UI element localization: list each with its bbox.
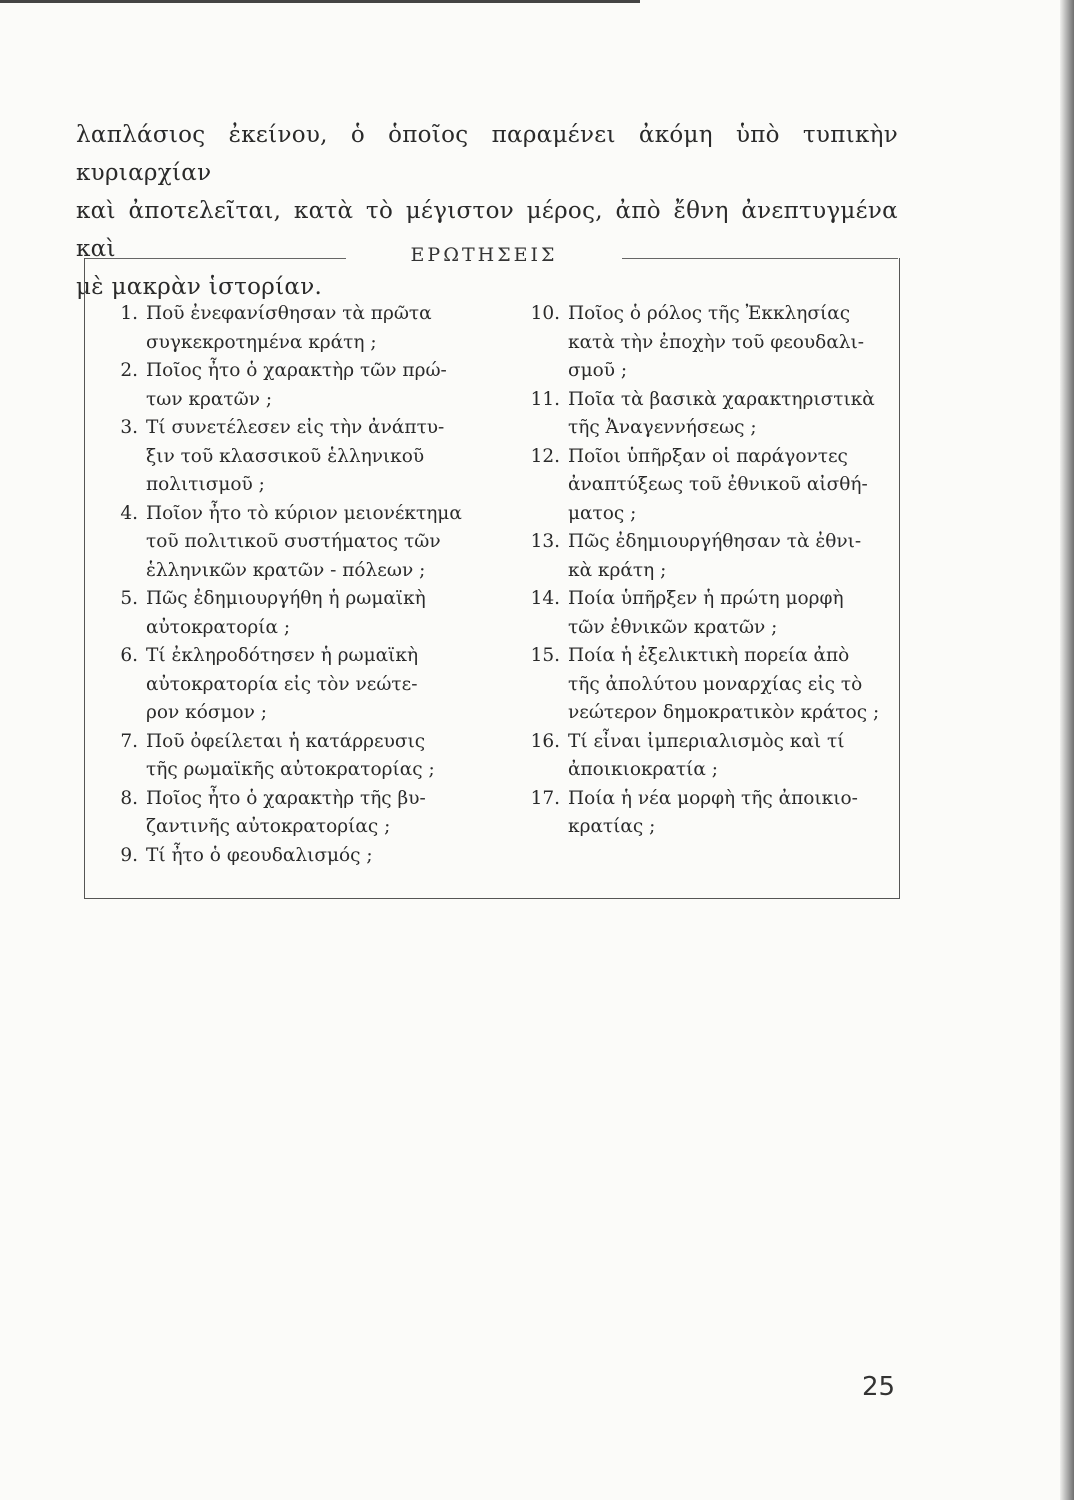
question-item <box>104 357 476 414</box>
question-number: 2. <box>120 360 138 381</box>
question-text <box>568 642 884 728</box>
question-number: 6. <box>120 645 138 666</box>
question-number: 11. <box>530 388 560 410</box>
question-number: 4. <box>120 502 138 524</box>
question-line: Ποῦ ἐνεφανίσθησαν τὰ πρῶτα <box>146 303 432 324</box>
question-text <box>568 443 884 529</box>
question-text <box>146 728 476 785</box>
questions-right-column <box>518 300 884 842</box>
question-item <box>518 386 884 443</box>
question-line: Τί εἶναι ἰμπεριαλισμὸς καὶ τί <box>568 730 845 752</box>
question-text <box>146 642 476 728</box>
question-line: ἑλληνικῶν κρατῶν - πόλεων ; <box>146 559 426 581</box>
question-line: Πῶς ἐδημιουργήθησαν τὰ ἐθνι- <box>568 531 862 552</box>
page-number: 25 <box>862 1372 896 1402</box>
question-line: Ποῖος ἦτο ὁ χαρακτὴρ τῶν πρώ- <box>146 360 447 381</box>
question-line: Ποῖοι ὑπῆρξαν οἱ παράγοντες <box>568 445 848 467</box>
question-item <box>104 414 476 500</box>
question-number: 7. <box>120 730 138 752</box>
question-item <box>518 443 884 529</box>
question-line: κατὰ τὴν ἐποχὴν τοῦ φεουδαλι- <box>568 331 865 353</box>
question-line: Ποία ἡ ἐξελικτικὴ πορεία ἀπὸ <box>568 645 850 666</box>
question-item <box>104 785 476 842</box>
question-item <box>104 728 476 785</box>
question-number: 3. <box>120 417 138 438</box>
question-item <box>104 642 476 728</box>
question-text <box>146 785 476 842</box>
intro-line: λαπλάσιος ἐκείνου, ὁ ὁποῖος παραμένει ἀκόμη ὑπὸ τυπικὴν κυριαρχίαν <box>76 122 898 186</box>
question-text <box>568 300 884 386</box>
question-line: Τί ἐκληροδότησεν ἡ ρωμαϊκὴ <box>146 645 419 666</box>
question-item <box>518 728 884 785</box>
question-line: πολιτισμοῦ ; <box>146 474 265 495</box>
intro-line: μὲ μακρὰν ἱστορίαν. <box>76 274 323 300</box>
question-line: τῆς Ἀναγεννήσεως ; <box>568 417 757 438</box>
question-line: τῶν ἐθνικῶν κρατῶν ; <box>568 616 778 638</box>
question-number: 5. <box>120 588 138 609</box>
question-number: 13. <box>530 531 560 552</box>
question-text <box>146 300 476 357</box>
question-line: Ποῖος ὁ ρόλος τῆς Ἐκκλησίας <box>568 303 851 324</box>
question-item <box>104 500 476 586</box>
question-number: 1. <box>120 303 138 324</box>
question-line: συγκεκροτημένα κράτη ; <box>146 331 377 353</box>
question-text <box>146 500 476 586</box>
question-line: Τί συνετέλεσεν εἰς τὴν ἀνάπτυ- <box>146 417 445 438</box>
question-line: αὐτοκρατορία ; <box>146 616 291 638</box>
question-text <box>568 528 884 585</box>
question-number: 9. <box>120 844 138 866</box>
question-item <box>104 585 476 642</box>
question-line: ἀποικιοκρατία ; <box>568 759 719 780</box>
questions-heading: ΕΡΩΤΗΣΕΙΣ <box>410 244 558 266</box>
question-item <box>518 528 884 585</box>
question-line: Ποῖα τὰ βασικὰ χαρακτηριστικὰ <box>568 388 875 410</box>
question-line: Ποία ὑπῆρξεν ἡ πρώτη μορφὴ <box>568 588 844 609</box>
question-line: Πῶς ἐδημιουργήθη ἡ ρωμαϊκὴ <box>146 588 426 609</box>
question-number: 15. <box>530 645 560 666</box>
question-line: Ποία ἡ νέα μορφὴ τῆς ἀποικιο- <box>568 787 858 809</box>
question-number: 14. <box>530 588 560 609</box>
question-line: νεώτερον δημοκρατικὸν κράτος ; <box>568 702 880 723</box>
question-number: 16. <box>530 730 560 752</box>
question-line: κὰ κράτη ; <box>568 559 667 581</box>
question-line: τῆς ἀπολύτου μοναρχίας εἰς τὸ <box>568 673 863 695</box>
question-item <box>518 300 884 386</box>
question-line: ρον κόσμον ; <box>146 702 267 723</box>
question-number: 17. <box>530 787 560 809</box>
question-text <box>568 386 884 443</box>
question-number: 8. <box>120 787 138 809</box>
question-line: τῆς ρωμαϊκῆς αὐτοκρατορίας ; <box>146 759 435 780</box>
question-text <box>568 585 884 642</box>
question-item <box>518 585 884 642</box>
question-line: Ποῦ ὀφείλεται ἡ κατάρρευσις <box>146 730 426 752</box>
question-text <box>146 842 476 871</box>
question-item <box>518 785 884 842</box>
question-item <box>518 642 884 728</box>
question-text <box>146 414 476 500</box>
questions-left-column <box>104 300 476 870</box>
question-line: ματος ; <box>568 502 637 524</box>
question-text <box>568 785 884 842</box>
question-line: τοῦ πολιτικοῦ συστήματος τῶν <box>146 531 441 552</box>
question-line: ἀναπτύξεως τοῦ ἐθνικοῦ αἰσθή- <box>568 474 868 495</box>
top-edge-rule <box>0 0 640 3</box>
question-line: Ποῖος ἦτο ὁ χαρακτὴρ τῆς βυ- <box>146 787 426 809</box>
question-text <box>146 585 476 642</box>
question-line: σμοῦ ; <box>568 360 628 381</box>
scan-edge-shadow <box>1060 0 1074 1500</box>
intro-line: καὶ ἀποτελεῖται, κατὰ τὸ μέγιστον μέρος, ἀπὸ ἔθνη ἀνεπτυγμένα καὶ <box>76 198 898 262</box>
question-text <box>568 728 884 785</box>
question-line: των κρατῶν ; <box>146 388 273 410</box>
question-number: 10. <box>530 303 560 324</box>
question-line: ξιν τοῦ κλασσικοῦ ἑλληνικοῦ <box>146 445 425 467</box>
question-line: Τί ἦτο ὁ φεουδαλισμός ; <box>146 844 373 866</box>
question-line: αὐτοκρατορία εἰς τὸν νεώτε- <box>146 673 418 695</box>
question-text <box>146 357 476 414</box>
question-item <box>104 842 476 871</box>
question-item <box>104 300 476 357</box>
question-line: κρατίας ; <box>568 816 656 837</box>
question-line: Ποῖον ἦτο τὸ κύριον μειονέκτημα <box>146 502 462 524</box>
question-number: 12. <box>530 445 560 467</box>
question-line: ζαντινῆς αὐτοκρατορίας ; <box>146 816 391 837</box>
